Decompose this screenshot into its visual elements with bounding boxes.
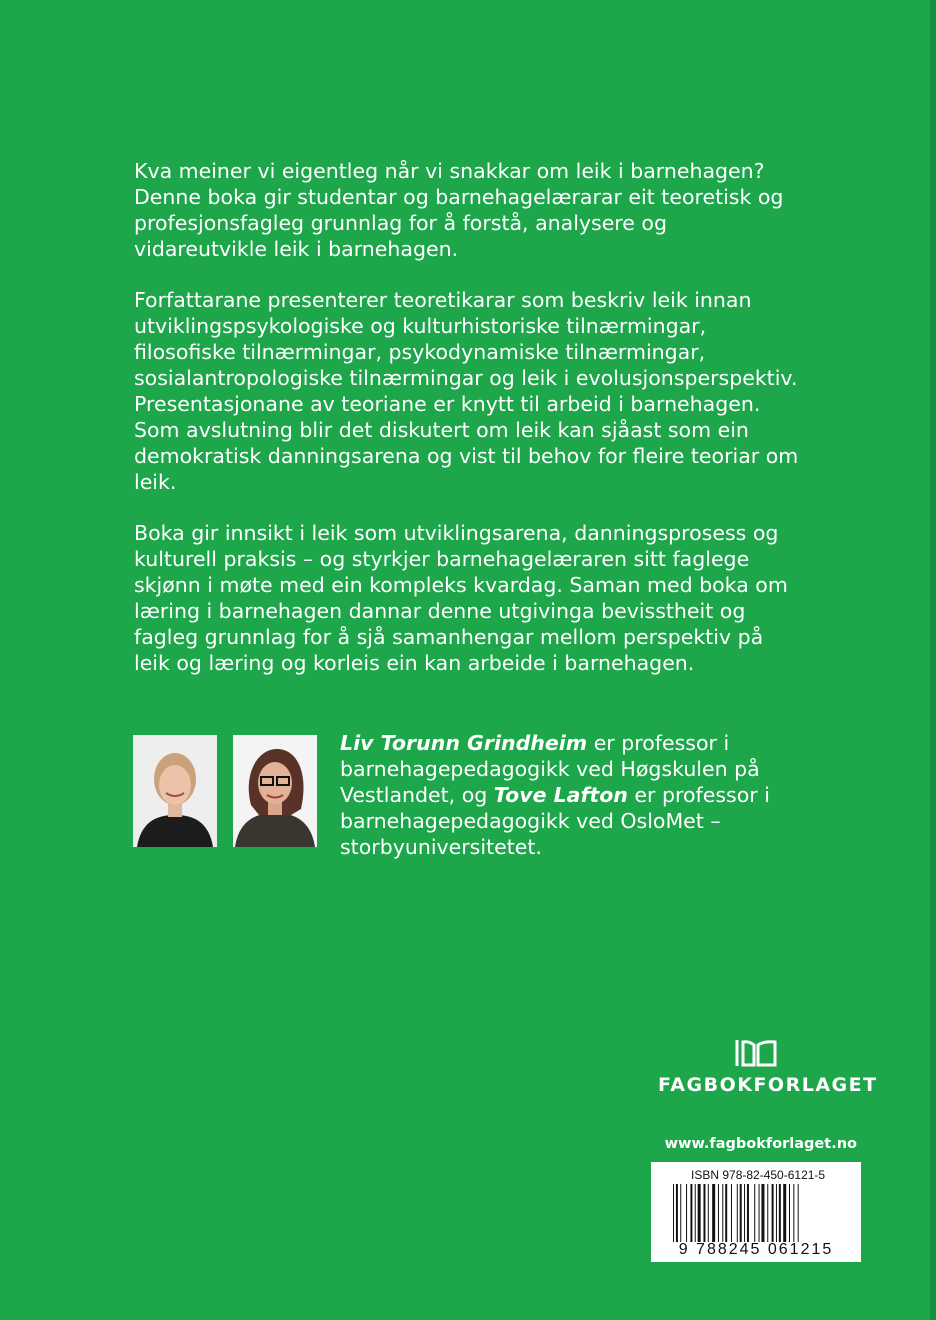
barcode-bar xyxy=(695,1184,696,1242)
author-2-text: er professor i barnehagepedagogikk ved OsloMet – storbyuniversitetet. xyxy=(340,783,770,859)
publisher-logo xyxy=(658,1038,878,1096)
author-photo-1 xyxy=(133,735,217,847)
barcode-bar xyxy=(686,1184,687,1242)
barcode-bar xyxy=(798,1184,799,1242)
barcode-bars xyxy=(673,1184,839,1242)
barcode-bar xyxy=(673,1184,674,1242)
isbn-barcode xyxy=(651,1162,861,1262)
author-2-name: Tove Lafton xyxy=(493,783,628,807)
barcode-bar xyxy=(718,1184,719,1242)
barcode-bar xyxy=(783,1184,786,1242)
barcode-bar xyxy=(698,1184,701,1242)
barcode-bar xyxy=(676,1184,678,1242)
barcode-bar xyxy=(722,1184,723,1242)
barcode-bar xyxy=(708,1184,709,1242)
book-icon xyxy=(732,1038,780,1068)
blurb xyxy=(134,158,799,701)
blurb-paragraph-2: Forfattarane presenterer teoretikarar som beskriv leik innan utviklingspsykologiske og kulturhistoriske tilnærmingar, filosofiske tilnærmingar, psykodynamiske tilnærmingar, sosialantropologiske tilnærmingar og leik i evolusjonsperspektiv. Presentasjonane av teoriane er knytt til arbeid i barnehagen. Som avslutning blir det diskutert om leik kan sjåast som ein demokratisk danningsarena og vist til behov for fleire teoriar om leik. xyxy=(134,288,799,494)
barcode-bar xyxy=(744,1184,745,1242)
barcode-bar xyxy=(767,1184,768,1242)
barcode-bar xyxy=(725,1184,727,1242)
barcode-bar xyxy=(772,1184,774,1242)
barcode-bar xyxy=(690,1184,692,1242)
barcode-bar xyxy=(712,1184,715,1242)
barcode-bar xyxy=(747,1184,749,1242)
publisher-website: www.fagbokforlaget.no xyxy=(664,1136,857,1152)
author-photo-2 xyxy=(233,735,317,847)
barcode-bar xyxy=(761,1184,764,1242)
barcode-digits: 9 788245 061215 xyxy=(678,1241,834,1258)
barcode-bar xyxy=(759,1184,760,1242)
blurb-paragraph-3: Boka gir innsikt i leik som utviklingsarena, danningsprosess og kulturell praksis – og styrkjer barnehagelæraren sitt faglege skjønn i møte med ein kompleks kvardag. Saman med boka om læring i barnehagen dannar denne utgivinga bevisstheit og fagleg grunnlag for å sjå samanhengar mellom perspektiv på leik og læring og korleis ein kan arbeide i barnehagen. xyxy=(134,521,788,675)
blurb-paragraph-1: Kva meiner vi eigentleg når vi snakkar om leik i barnehagen? Denne boka gir studentar og barnehagelærarar eit teoretisk og profesjonsfagleg grunnlag for å forstå, analysere og vidareutvikle leik i barnehagen. xyxy=(134,159,784,261)
barcode-bar xyxy=(731,1184,732,1242)
barcode-bar xyxy=(703,1184,705,1242)
author-bio xyxy=(340,730,820,860)
barcode-bar xyxy=(779,1184,781,1242)
barcode-bar xyxy=(793,1184,794,1242)
cover-edge xyxy=(930,0,936,1320)
barcode-bar xyxy=(789,1184,790,1242)
isbn-label: ISBN 978-82-450-6121-5 xyxy=(691,1168,826,1182)
barcode-bar xyxy=(740,1184,742,1242)
barcode-bar xyxy=(776,1184,777,1242)
barcode-bar xyxy=(680,1184,681,1242)
author-1-text: er professor i barnehagepedagogikk ved Høgskulen på Vestlandet, og xyxy=(340,731,760,807)
barcode-bar xyxy=(754,1184,755,1242)
barcode-bar xyxy=(737,1184,738,1242)
publisher-name: FAGBOKFORLAGET xyxy=(658,1074,878,1096)
author-1-name: Liv Torunn Grindheim xyxy=(340,731,588,755)
